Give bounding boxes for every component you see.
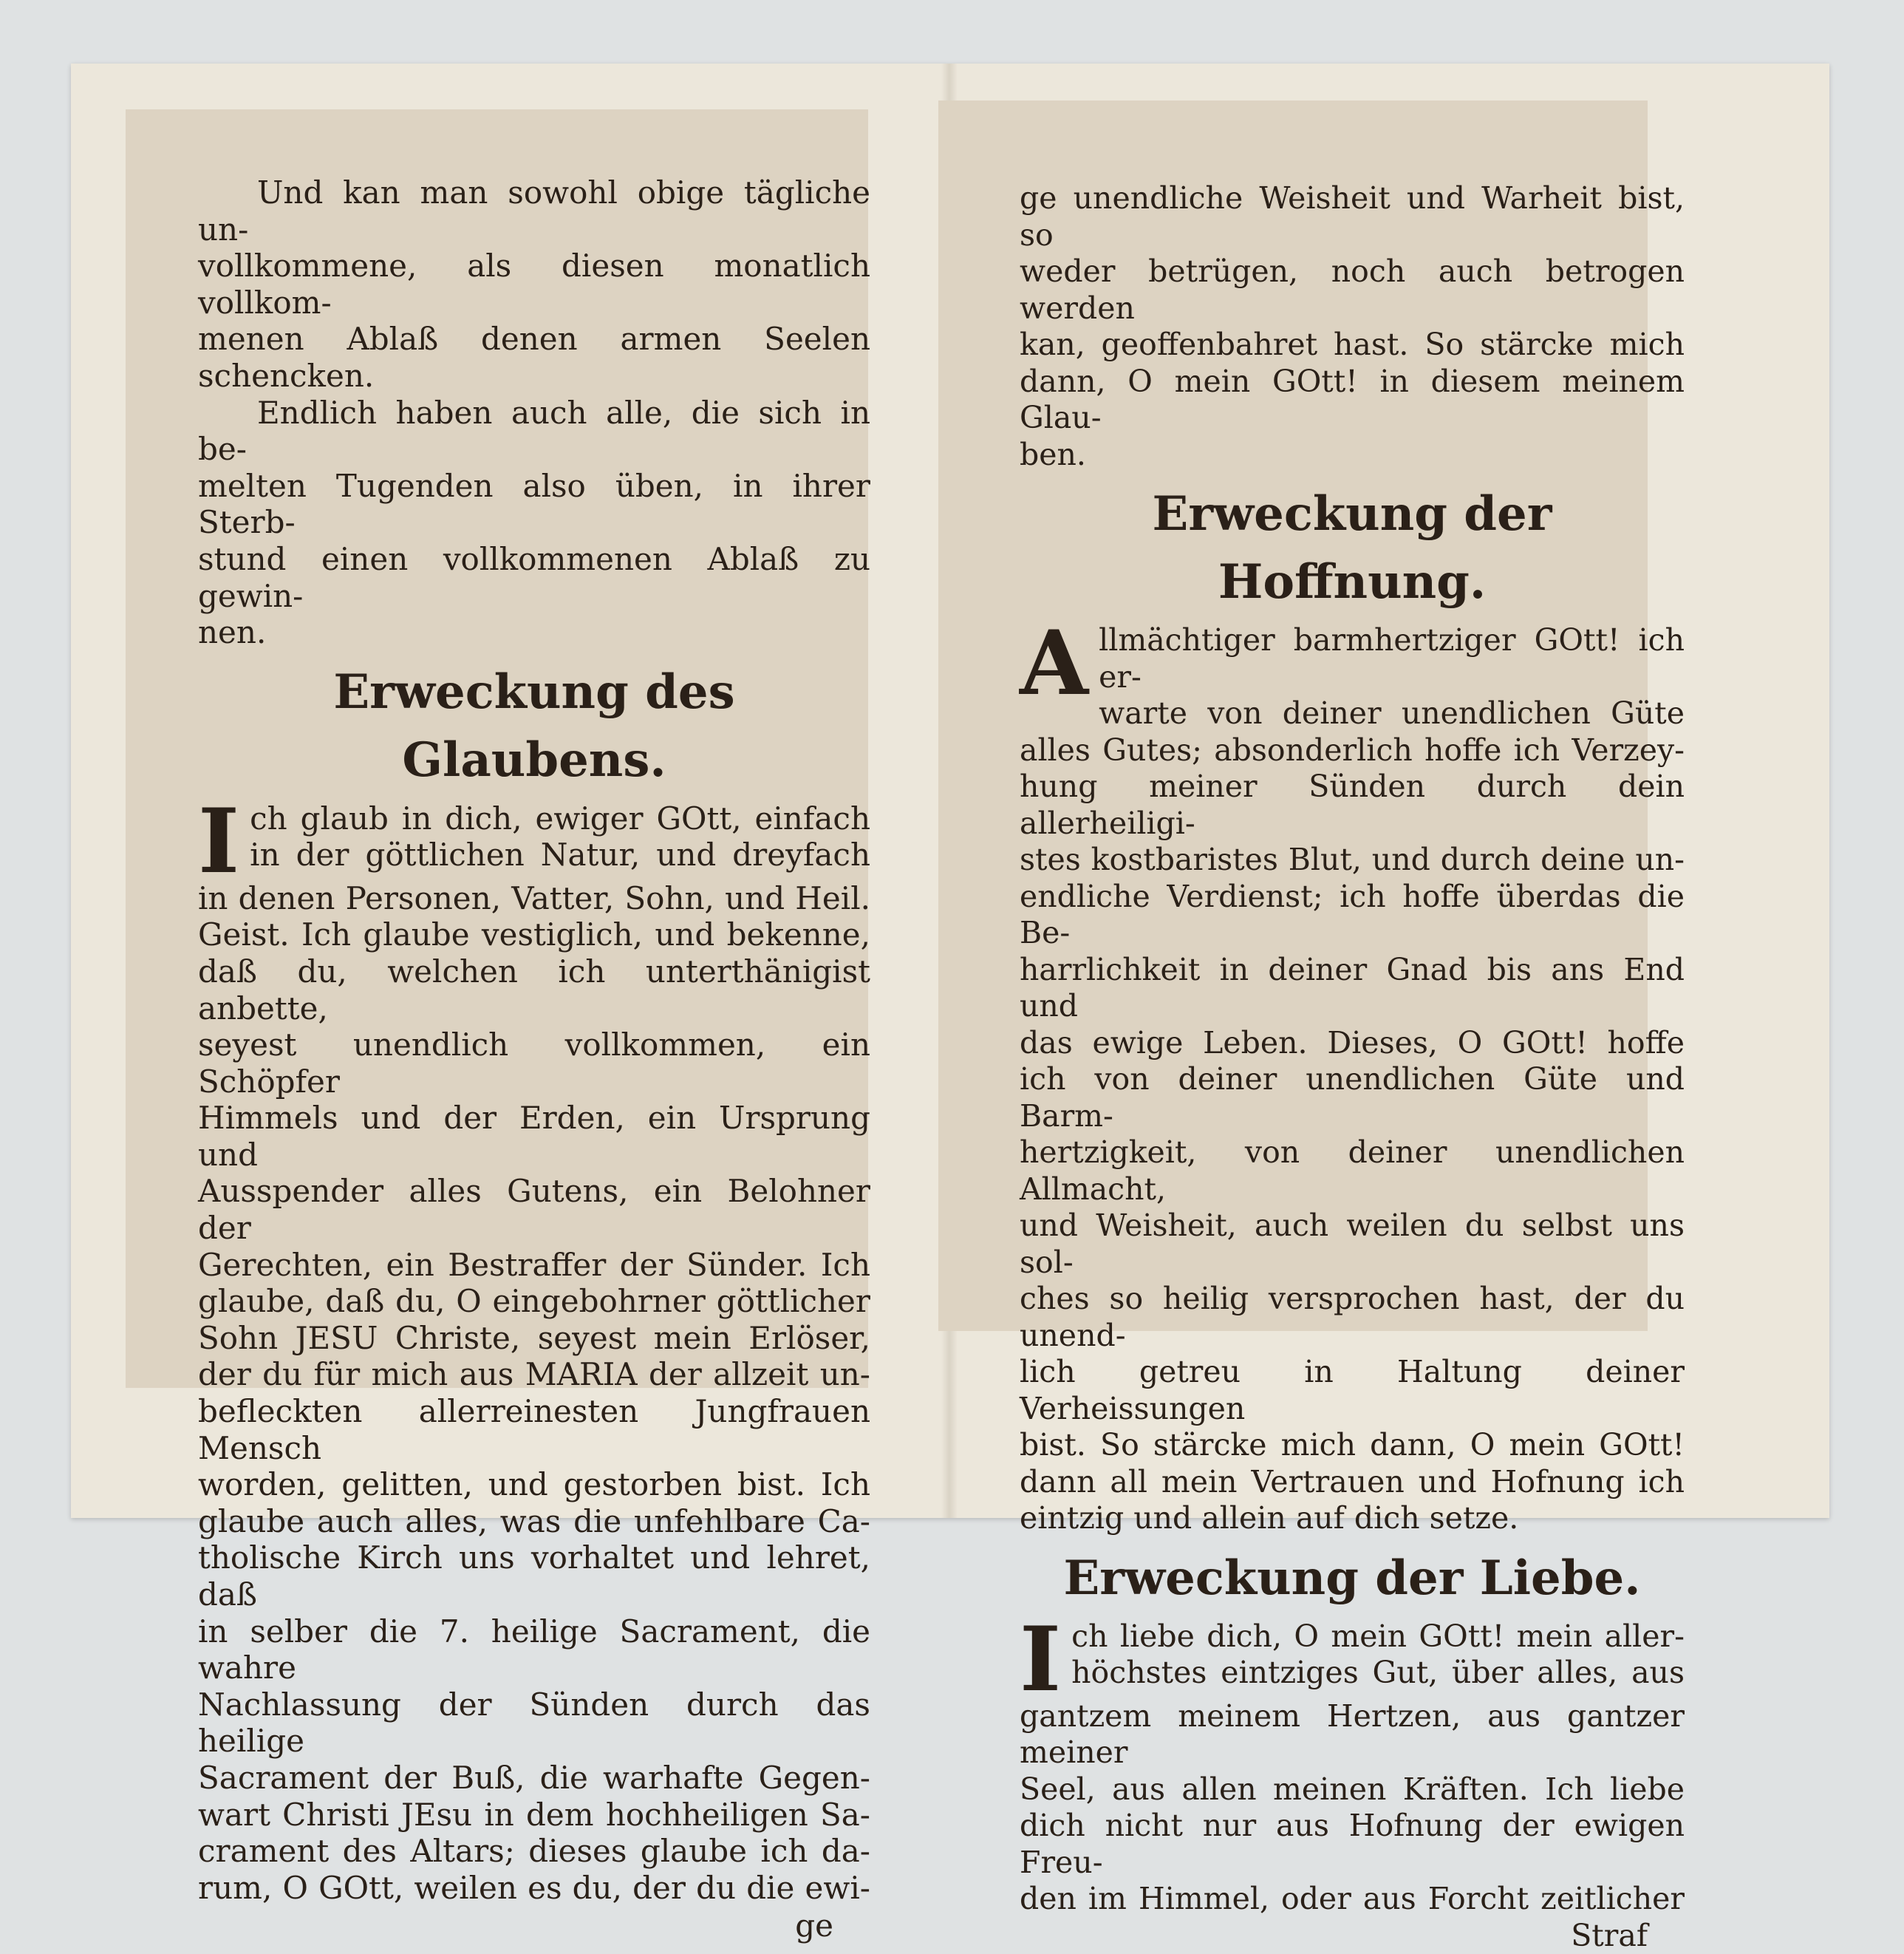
text-line: ches so heilig versprochen hast, der du unend- [1020, 1281, 1685, 1354]
text-line: Seel, aus allen meinen Kräften. Ich liebe [1020, 1771, 1685, 1808]
text-line: Geist. Ich glaube vestiglich, und bekenne, [198, 916, 870, 953]
text-line: ben. [1020, 437, 1685, 474]
text-line: befleckten allerreinesten Jungfrauen Mensch [198, 1393, 870, 1466]
text-line: harrlichkeit in deiner Gnad bis ans End und [1020, 952, 1685, 1025]
text-line: stes kostbaristes Blut, und durch deine un- [1020, 842, 1685, 879]
left-page [198, 174, 870, 1944]
text-line: daß du, welchen ich unterthänigist anbette, [198, 953, 870, 1027]
text-line: kan, geoffenbahret hast. So stärcke mich [1020, 327, 1685, 364]
text-line: crament des Altars; dieses glaube ich da- [198, 1833, 870, 1870]
text-line: seyest unendlich vollkommen, ein Schöpfer [198, 1027, 870, 1100]
text-line: bist. So stärcke mich dann, O mein GOtt! [1020, 1427, 1685, 1464]
drop-cap: A [1020, 628, 1088, 702]
right-intro [1020, 180, 1685, 473]
text-line: dich nicht nur aus Hofnung der ewigen Freu- [1020, 1808, 1685, 1881]
faith-body [198, 800, 870, 1907]
catchword: Straf [1020, 1918, 1685, 1954]
left-intro [198, 174, 870, 651]
text-line: dann all mein Vertrauen und Hofnung ich [1020, 1464, 1685, 1501]
text-line: Sacrament der Buß, die warhafte Gegen- [198, 1760, 870, 1797]
love-body [1020, 1618, 1685, 1918]
text-line: ch liebe dich, O mein GOtt! mein aller- [1020, 1618, 1685, 1655]
text-line: hung meiner Sünden durch dein allerheiligi- [1020, 769, 1685, 842]
text-line: Ausspender alles Gutens, ein Belohner der [198, 1173, 870, 1246]
text-line: eintzig und allein auf dich setze. [1020, 1500, 1685, 1537]
text-line: melten Tugenden also üben, in ihrer Sterb- [198, 468, 870, 541]
text-line: Und kan man sowohl obige tägliche un- [198, 174, 870, 248]
text-line: nen. [198, 614, 870, 651]
text-line: alles Gutes; absonderlich hoffe ich Verzey- [1020, 732, 1685, 769]
text-line: ich von deiner unendlichen Güte und Barm- [1020, 1061, 1685, 1134]
text-line: glaube, daß du, O eingebohrner göttlicher [198, 1283, 870, 1320]
right-page [1020, 180, 1685, 1954]
text-line: ge unendliche Weisheit und Warheit bist, so [1020, 180, 1685, 253]
heading-faith: Erweckung des Glaubens. [198, 658, 870, 794]
heading-love: Erweckung der Liebe. [1020, 1545, 1685, 1613]
hope-body [1020, 622, 1685, 1537]
text-line: rum, O GOtt, weilen es du, der du die ewi- [198, 1870, 870, 1907]
text-line: höchstes eintziges Gut, über alles, aus [1020, 1655, 1685, 1692]
text-line: worden, gelitten, und gestorben bist. Ich [198, 1466, 870, 1503]
text-line: und Weisheit, auch weilen du selbst uns sol- [1020, 1208, 1685, 1281]
text-line: Nachlassung der Sünden durch das heilige [198, 1686, 870, 1760]
text-line: stund einen vollkommenen Ablaß zu gewin- [198, 541, 870, 614]
text-line: das ewige Leben. Dieses, O GOtt! hoffe [1020, 1025, 1685, 1062]
text-line: lich getreu in Haltung deiner Verheissungen [1020, 1354, 1685, 1427]
text-line: in selber die 7. heilige Sacrament, die wahre [198, 1613, 870, 1686]
text-line: Sohn JESU Christe, seyest mein Erlöser, [198, 1320, 870, 1357]
text-line: in der göttlichen Natur, und dreyfach [198, 837, 870, 874]
text-line: der du für mich aus MARIA der allzeit un- [198, 1356, 870, 1393]
text-line: endliche Verdienst; ich hoffe überdas die Be- [1020, 879, 1685, 952]
text-line: glaube auch alles, was die unfehlbare Ca- [198, 1503, 870, 1540]
text-line: llmächtiger barmhertziger GOtt! ich er- [1020, 622, 1685, 695]
text-line: in denen Personen, Vatter, Sohn, und Heil. [198, 880, 870, 917]
text-line: Himmels und der Erden, ein Ursprung und [198, 1100, 870, 1173]
text-line: tholische Kirch uns vorhaltet und lehret, daß [198, 1539, 870, 1613]
text-line: wart Christi JEsu in dem hochheiligen Sa- [198, 1797, 870, 1834]
text-line: Endlich haben auch alle, die sich in be- [198, 395, 870, 468]
drop-cap: I [1020, 1624, 1061, 1698]
text-line: ch glaub in dich, ewiger GOtt, einfach [198, 800, 870, 837]
text-line: dann, O mein GOtt! in diesem meinem Glau- [1020, 364, 1685, 437]
text-line: vollkommene, als diesen monatlich vollkom- [198, 248, 870, 321]
text-line: warte von deiner unendlichen Güte [1020, 695, 1685, 732]
catchword: ge [198, 1907, 870, 1944]
text-line: Gerechten, ein Bestraffer der Sünder. Ich [198, 1247, 870, 1284]
text-line: weder betrügen, noch auch betrogen werden [1020, 253, 1685, 327]
text-line: menen Ablaß denen armen Seelen schencken. [198, 321, 870, 394]
text-line: hertzigkeit, von deiner unendlichen Allmacht, [1020, 1134, 1685, 1208]
heading-hope: Erweckung der Hoffnung. [1020, 480, 1685, 616]
text-line: gantzem meinem Hertzen, aus gantzer meiner [1020, 1698, 1685, 1771]
text-line: den im Himmel, oder aus Forcht zeitlicher [1020, 1881, 1685, 1918]
drop-cap: I [198, 806, 239, 880]
